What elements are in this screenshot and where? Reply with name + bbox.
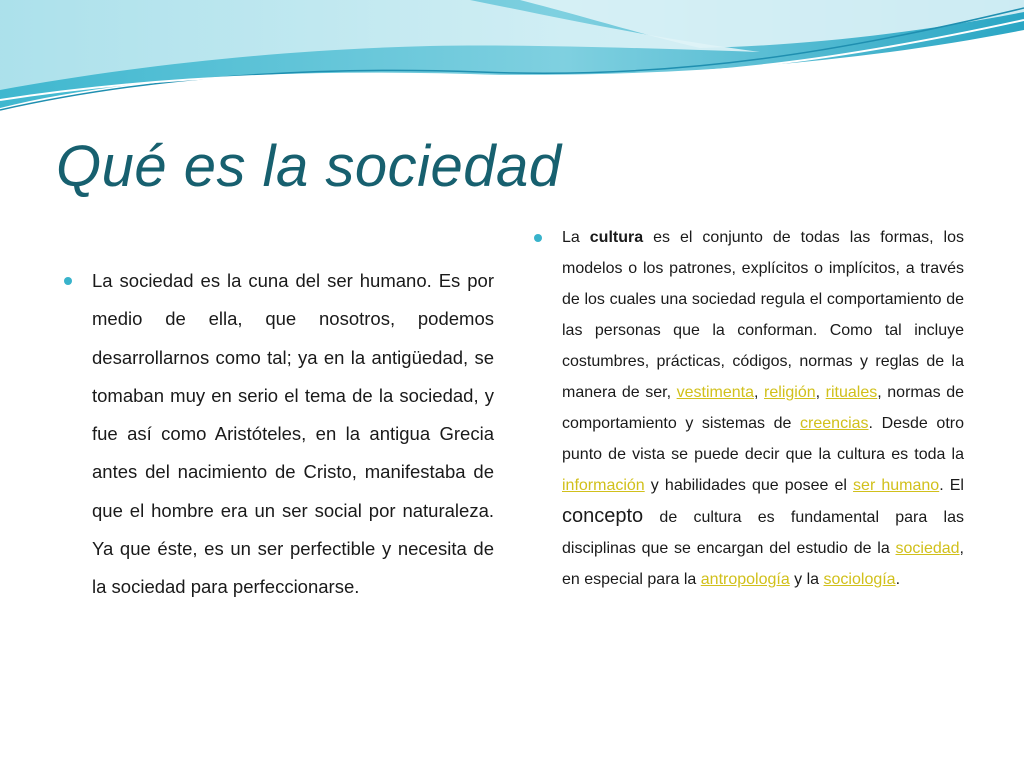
right-bullet-item [534, 222, 964, 595]
link-antropologia[interactable]: antropología [700, 571, 790, 588]
link-religion[interactable]: religión [764, 384, 816, 401]
concepto-large-word: concepto [562, 505, 644, 527]
text-segment: , normas de comportamiento y sistemas de [562, 384, 965, 432]
link-sociologia[interactable]: sociología [823, 571, 896, 588]
link-rituales[interactable]: rituales [825, 384, 878, 401]
left-bullet-item [64, 262, 494, 607]
text-segment: , [815, 384, 826, 401]
text-segment: . [895, 571, 901, 588]
text-segment: de cultura es fundamental para las disciplinas que se encargan del estudio de la [562, 509, 964, 557]
text-segment: La [562, 229, 590, 246]
text-segment: y la [789, 571, 824, 588]
link-informacion[interactable]: información [562, 477, 645, 494]
bullet-icon [64, 277, 72, 285]
slide-title: Qué es la sociedad [56, 134, 562, 199]
text-segment: . Desde otro punto de vista se puede decir que la cultura es toda la [562, 415, 964, 463]
text-segment: es el conjunto de todas las formas, los modelos o los patrones, explícitos o implícitos, a través de los cuales una sociedad regula el comportamiento de las personas que la conforman. Como tal incluye costumbres, prácticas, códigos, normas y reglas de la manera de ser, [562, 229, 964, 401]
text-segment: y habilidades que posee el [644, 477, 854, 494]
left-bullet-list [64, 262, 494, 607]
cultura-bold-word: cultura [589, 229, 644, 246]
text-segment: , [753, 384, 765, 401]
link-ser-humano[interactable]: ser humano [853, 477, 940, 494]
link-sociedad[interactable]: sociedad [895, 540, 960, 557]
link-vestimenta[interactable]: vestimenta [676, 384, 754, 401]
text-segment: . El [939, 477, 964, 494]
text-segment: , en especial para la [562, 540, 964, 588]
bullet-icon [534, 234, 542, 242]
link-creencias[interactable]: creencias [800, 415, 869, 432]
sociedad-paragraph: La sociedad es la cuna del ser humano. Es por medio de ella, que nosotros, podemos desarrollarnos como tal; ya en la antigüedad, se tomaban muy en serio el tema de la sociedad, y fue así como Aristóteles, en la antigua Grecia antes del nacimiento de Cristo, manifestaba de que el hombre era un ser social por naturaleza. Ya que éste, es un ser perfectible y necesita de la sociedad para perfeccionarse. [92, 270, 494, 598]
header-wave-decoration [0, 0, 1024, 120]
right-bullet-list [534, 222, 964, 595]
